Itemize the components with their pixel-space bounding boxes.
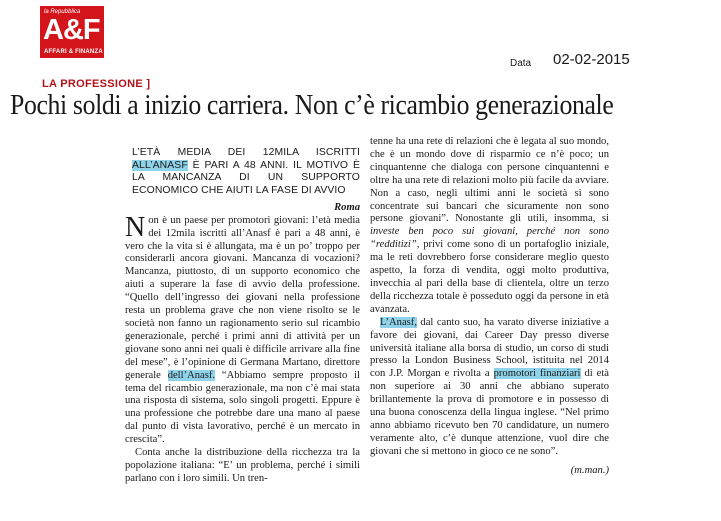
subheadline [132, 147, 360, 198]
body-text-1b: “Abbiamo sempre proposto il tema del ricambio generazionale, ma non c’è mai stata una risposta di sistema, solo singoli progetti. Eppure è una professione che potrebbe dare una mano al paese dal punto di vista lavorativo, perché è un mercato in crescita”. [125, 369, 360, 446]
body-paragraph-4 [370, 317, 609, 459]
body-text-4b: di età non superiore ai 30 anni che abbiano superato brillantemente la prova di promotore e in possesso di una buona conoscenza della lingua inglese. “Nel primo anno abbiamo ricevuto ben 70 candidature, un numero veramente alto, c’è dunque attenzione, vuol dire che giovani che si mettono in gioco ce ne sono”. [370, 368, 609, 457]
date-value: 02-02-2015 [553, 51, 630, 68]
body-highlight-promotori: promotori finanziari [493, 368, 581, 380]
body-text-3b: , privi come sono di un portafoglio iniziale, ma le reti dovrebbero forse considerare meglio questo aspetto, la forza di vendita, oggi molto produttiva, invecchia al pari della base di clientela, oltre un terzo della ricchezza totale è posseduto oggi da persone in età avanzata. [370, 239, 609, 315]
subhead-highlight: ALL’ANASF [132, 159, 188, 171]
body-text-3-italic: investe ben poco sui giovani, perché non sono “redditizi” [370, 226, 609, 251]
body-paragraph-3 [370, 136, 609, 317]
body-paragraph-2: Conta anche la distribuzione della ricchezza tra la popolazione italiana: “E’ un problema, perché i simili parlano con i loro simili. Un tren- [125, 447, 360, 484]
logo-tagline: AFFARI & FINANZA [44, 49, 103, 55]
body-text-1a: on è un paese per promotori giovani: l’età media dei 12mila iscritti all’Anasf è pari a 48 anni, è vero che la vita si è allungata, ma è un po’ troppo per considerarli ancora giovani. Mancanza di vocazioni? Mancanza, piuttosto, di un supporto economico che aiuti a superare la fase di avvio della professione. “Quello dell’ingresso dei giovani nella professione resta un problema grave che non viene risolto se le società non fanno un ragionamento serio sul ricambio generazionale, perché i primi anni di attività per un giovane sono anni nei quali è difficile arrivare alla fine del mese”, è l’opinione di Germana Martano, direttore generale [125, 214, 360, 381]
subhead-text-2: È PARI A 48 ANNI. IL MOTIVO È LA MANCANZA DI UN SUPPORTO ECONOMICO CHE AIUTI LA FASE DI AVVIO [132, 159, 360, 197]
subhead-text-1: L’ETÀ MEDIA DEI 12MILA ISCRITTI [132, 147, 360, 158]
section-label: LA PROFESSIONE ] [42, 78, 151, 90]
body-highlight-anasf: dell’Anasf. [167, 369, 216, 381]
logo-title: A&F [43, 14, 100, 46]
logo-small-text: la Repubblica [44, 9, 81, 15]
author-signature: (m.man.) [570, 464, 609, 476]
column-2 [370, 136, 609, 478]
body-text-3a: tenne ha una rete di relazioni che è legata al suo mondo, che è un mondo dove di risparmio ce n’è poco; un cinquantenne che dialoga con persone cinquantenni e oltre ha una rete di relazioni molto più facile da avviare. Non a caso, negli ultimi anni le società si sono concentrate sui bancari che sicuramente non sono persone giovani”. Nonostante gli utili, insomma, si [370, 136, 609, 225]
body-highlight-anasf-2: L’Anasf, [380, 316, 417, 328]
dateline-place: Roma [334, 201, 360, 213]
body-paragraph-1 [125, 211, 360, 447]
headline: Pochi soldi a inizio carriera. Non c’è ricambio generazionale [10, 90, 614, 121]
drop-cap: N [125, 211, 146, 243]
publication-logo [40, 6, 104, 58]
column-1 [125, 147, 360, 486]
date-label: Data [510, 58, 532, 69]
body-text-4a: dal canto suo, ha varato diverse iniziative a favore dei giovani, dai Career Day presso diverse università italiane alla borsa di studio, un corso di studi presso la London Business School, istituita nel 2014 con J.P. Morgan e rivolta a [370, 316, 609, 380]
